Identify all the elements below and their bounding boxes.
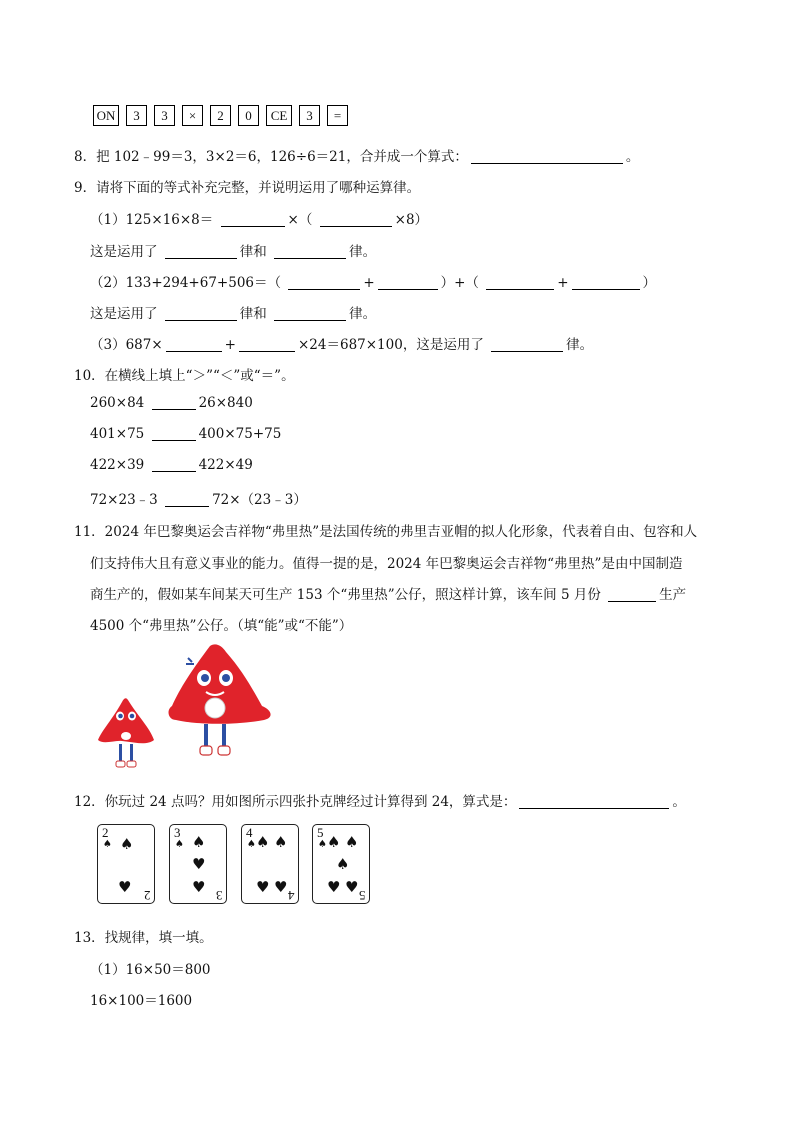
question-13-title: 13．找规律，填一填。 (74, 930, 213, 946)
question-11-line-4: 4500 个“弗里热”公仔。（填“能”或“不能”） (90, 618, 353, 634)
question-9-part-1: （1）125×16×8＝ ×（ ×8） (90, 212, 429, 228)
answer-blank[interactable] (519, 807, 669, 809)
question-9-part-3: （3）687× + ×24＝687×100，这是运用了 律。 (90, 337, 594, 353)
calculator-key: CE (266, 105, 292, 126)
answer-blank[interactable] (288, 288, 360, 290)
answer-blank[interactable] (152, 470, 196, 472)
calculator-key: × (182, 105, 203, 126)
question-9-part-2-law: 这是运用了 律和 律。 (90, 306, 377, 322)
question-11-line-3: 商生产的，假如某车间某天可生产 153 个“弗里热”公仔，照这样计算，该车间 5 月份 生产 (90, 587, 687, 603)
answer-blank[interactable] (378, 288, 438, 290)
question-11-line-1: 11．2024 年巴黎奥运会吉祥物“弗里热”是法国传统的弗里吉亚帽的拟人化形象，代表着自由、包容和人 (74, 524, 698, 540)
answer-blank[interactable] (471, 162, 623, 164)
comparison-row: 422×39 422×49 (90, 457, 253, 473)
playing-card-3: 3 ♠ ♠ ♥ ♥ 3 (169, 824, 227, 904)
large-mascot (169, 644, 271, 755)
question-11-line-2: 们支持伟大且有意义事业的能力。值得一提的是，2024 年巴黎奥运会吉祥物“弗里热”是由中国制造 (90, 556, 683, 572)
question-9-part-1-law: 这是运用了 律和 律。 (90, 244, 377, 260)
answer-blank[interactable] (152, 439, 196, 441)
calculator-key: 0 (238, 105, 259, 126)
question-8: 8．把 102﹣99＝3，3×2＝6，126÷6＝21，合并成一个算式： 。 (74, 149, 640, 165)
question-9-title: 9．请将下面的等式补充完整，并说明运用了哪种运算律。 (74, 180, 421, 196)
calculator-key-sequence (93, 105, 348, 126)
answer-blank[interactable] (165, 505, 209, 507)
comparison-row: 72×23﹣3 72×（23﹣3） (90, 492, 307, 508)
answer-blank[interactable] (274, 319, 346, 321)
calculator-key: 2 (210, 105, 231, 126)
question-12: 12．你玩过 24 点吗？用如图所示四张扑克牌经过计算得到 24，算式是： 。 (74, 794, 686, 810)
comparison-row: 401×75 400×75+75 (90, 426, 282, 442)
answer-blank[interactable] (274, 257, 346, 259)
question-13-line-1: （1）16×50＝800 (90, 962, 211, 978)
answer-blank[interactable] (320, 225, 392, 227)
answer-blank[interactable] (608, 600, 656, 602)
calculator-key: 3 (154, 105, 175, 126)
calculator-key: = (327, 105, 348, 126)
answer-blank[interactable] (486, 288, 554, 290)
answer-blank[interactable] (165, 257, 237, 259)
question-8-text: 8．把 102﹣99＝3，3×2＝6，126÷6＝21，合并成一个算式： (74, 149, 468, 165)
calculator-key: ON (93, 105, 119, 126)
question-9-part-2: （2）133+294+67+506＝（ + ）+（ + ） (90, 275, 657, 291)
answer-blank[interactable] (166, 350, 222, 352)
question-13-line-2: 16×100＝1600 (90, 993, 193, 1009)
answer-blank[interactable] (572, 288, 640, 290)
playing-card-2: 2 ♠ ♠ ♥ 2 (97, 824, 155, 904)
answer-blank[interactable] (491, 350, 563, 352)
answer-blank[interactable] (239, 350, 295, 352)
answer-blank[interactable] (165, 319, 237, 321)
calculator-key: 3 (126, 105, 147, 126)
playing-card-5: 5 ♠ ♠ ♠ ♠ ♥ ♥ 5 (312, 824, 370, 904)
answer-blank[interactable] (152, 408, 196, 410)
phryge-mascot-image (92, 640, 282, 775)
question-10-title: 10．在横线上填上“＞”“＜”或“＝”。 (74, 368, 295, 384)
playing-card-4: 4 ♠ ♠ ♠ ♥ ♥ 4 (241, 824, 299, 904)
small-mascot (98, 698, 154, 767)
comparison-row: 260×84 26×840 (90, 395, 253, 411)
calculator-key: 3 (299, 105, 320, 126)
answer-blank[interactable] (221, 225, 285, 227)
